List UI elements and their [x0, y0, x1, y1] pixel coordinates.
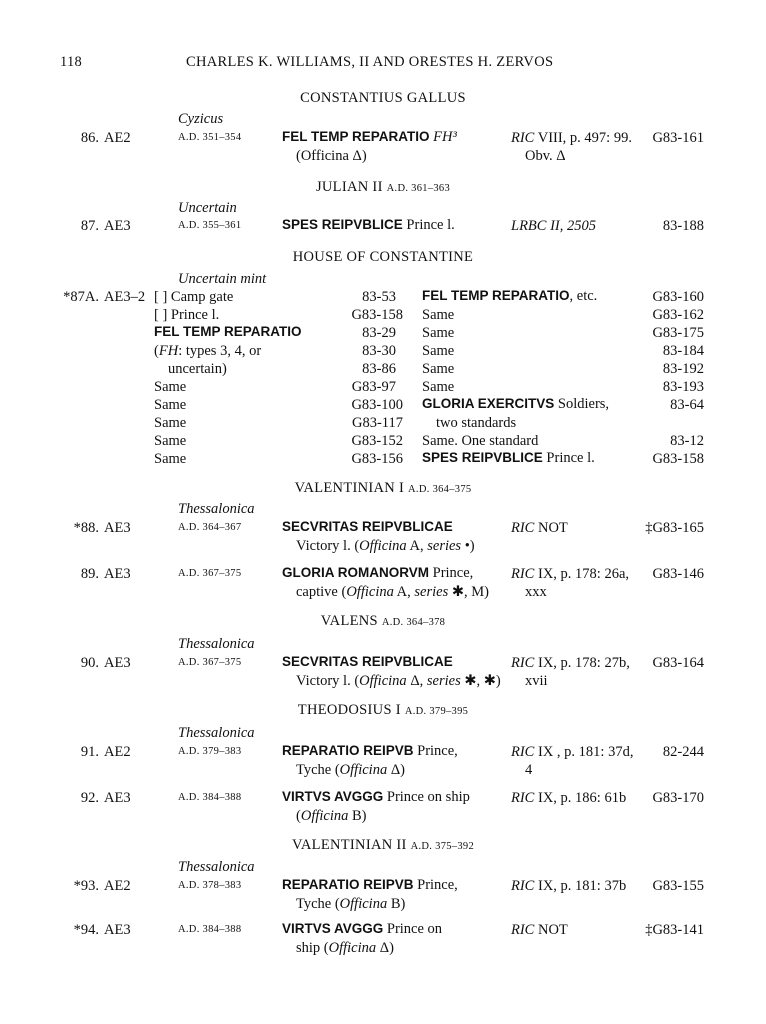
list-item-inv: G83-160 [652, 289, 704, 305]
reference: RIC VIII, p. 497: 99. [511, 130, 632, 146]
denomination: AE3 [104, 922, 131, 938]
legend-suffix: Prince, [417, 743, 458, 759]
list-item-desc: [ ] Prince l. [154, 307, 220, 323]
ruler-dates: A.D. 379–395 [404, 706, 469, 717]
date: A.D. 384–388 [178, 792, 242, 803]
ruler-name: JULIAN II [315, 179, 383, 195]
list-item-desc: Same [154, 433, 187, 449]
entry-number: *87A. [63, 289, 99, 305]
list-item-desc [422, 287, 597, 305]
mint-cyzicus: Cyzicus [178, 111, 224, 127]
legend-text: VIRTVS AVGGG [282, 921, 384, 936]
legend-text: REPARATIO REIPVB [282, 877, 414, 892]
reference: RIC IX, p. 181: 37b [511, 878, 627, 894]
ruler-name: VALENTINIAN I [294, 480, 405, 496]
legend-suffix: Prince, [432, 565, 474, 581]
mint-uncertain: Uncertain mint [178, 271, 267, 287]
list-item-desc: Same [422, 325, 455, 341]
entry-number: 87. [80, 218, 99, 234]
section-title-house: HOUSE OF CONSTANTINE [292, 249, 474, 265]
list-item-inv: 83-184 [662, 343, 704, 359]
description: Victory l. (Officina Δ, series ✱, ✱) [296, 673, 501, 689]
date: A.D. 364–367 [178, 522, 242, 533]
list-item-desc: Same [154, 397, 187, 413]
legend: SECVRITAS REIPVBLICAE [282, 654, 453, 669]
list-item-inv: 83-12 [670, 433, 704, 449]
list-item-inv: 83-86 [362, 361, 396, 377]
list-item-inv: 83-30 [362, 343, 396, 359]
reference-cont: xxx [525, 584, 547, 600]
denomination: AE3–2 [104, 289, 146, 305]
entry-number: 92. [80, 790, 99, 806]
denomination: AE2 [104, 130, 131, 146]
description: Victory l. (Officina A, series •) [296, 538, 475, 554]
section-title-julian [0, 178, 766, 198]
list-item-desc: uncertain) [168, 361, 227, 377]
denomination: AE3 [104, 566, 131, 582]
legend-text: FEL TEMP REPARATIO [422, 288, 570, 303]
legend-text: GLORIA EXERCITVS [422, 396, 555, 411]
list-item-desc: Same [154, 379, 187, 395]
entry-number: *93. [73, 878, 99, 894]
legend [282, 788, 470, 806]
list-item-desc: Same [422, 379, 455, 395]
entry-number: 90. [80, 655, 99, 671]
entry-number: 89. [80, 566, 99, 582]
date: A.D. 378–383 [178, 880, 242, 891]
list-item-desc: Same [154, 415, 187, 431]
reference: RIC IX, p. 178: 26a, [511, 566, 629, 582]
reference: RIC NOT [511, 520, 568, 536]
section-title-valentinian1 [0, 479, 766, 499]
ruler-name: VALENTINIAN II [292, 837, 407, 853]
legend-text: REPARATIO REIPVB [282, 743, 414, 758]
list-item-inv: 83-53 [362, 289, 396, 305]
list-item-inv: G83-175 [652, 325, 704, 341]
running-title: CHARLES K. WILLIAMS, II AND ORESTES H. ZERVOS [186, 54, 554, 70]
denomination: AE3 [104, 218, 131, 234]
inventory: G83-170 [652, 790, 704, 806]
description: Tyche (Officina Δ) [296, 762, 405, 778]
inventory: G83-146 [652, 566, 704, 582]
inventory: 83-188 [662, 218, 704, 234]
legend-suffix: Prince, [417, 877, 458, 893]
ruler-dates: A.D. 364–378 [381, 617, 446, 628]
reference-cont: Obv. Δ [525, 148, 566, 164]
section-title-valentinian2 [0, 836, 766, 856]
list-item-inv: 83-193 [662, 379, 704, 395]
mint-uncertain: Uncertain [178, 200, 237, 216]
date: A.D. 367–375 [178, 568, 242, 579]
reference-cont: xvii [525, 673, 548, 689]
list-item-desc: Same [422, 343, 455, 359]
reference-cont: 4 [525, 762, 533, 778]
list-item-inv: G83-156 [351, 451, 403, 467]
date: A.D. 355–361 [178, 220, 242, 231]
legend-text: SPES REIPVBLICE [282, 217, 403, 232]
list-item-desc: Same [422, 361, 455, 377]
ruler-name: VALENS [320, 613, 378, 629]
denomination: AE3 [104, 790, 131, 806]
ruler-dates: A.D. 375–392 [410, 841, 474, 852]
legend [282, 564, 473, 582]
legend [282, 128, 457, 146]
legend-text: FEL TEMP REPARATIO [282, 129, 430, 144]
description: Tyche (Officina B) [296, 896, 406, 912]
entry-number: 91. [80, 744, 99, 760]
list-item-inv: G83-162 [652, 307, 704, 323]
denomination: AE2 [104, 744, 131, 760]
date: A.D. 351–354 [178, 132, 242, 143]
list-item-desc [422, 449, 595, 467]
denomination: AE3 [104, 520, 131, 536]
section-title-constantius: CONSTANTIUS GALLUS [300, 90, 466, 106]
entry-number: *94. [73, 922, 99, 938]
legend-suffix: Prince on ship [386, 789, 470, 805]
list-item-inv: G83-158 [652, 451, 704, 467]
ruler-name: THEODOSIUS I [297, 702, 401, 718]
section-title-theodosius [0, 701, 766, 721]
ruler-dates: A.D. 361–363 [386, 183, 451, 194]
list-item-inv: 83-64 [670, 397, 704, 413]
reference: LRBC II, 2505 [511, 218, 596, 234]
legend-suffix: Prince on [386, 921, 443, 937]
list-item-inv: G83-117 [351, 415, 403, 431]
fh-rest: : types 3, 4, or [178, 343, 262, 359]
date: A.D. 367–375 [178, 657, 242, 668]
list-item-inv: G83-97 [351, 379, 396, 395]
list-item-inv: 83-192 [662, 361, 704, 377]
list-item-desc: [ ] Camp gate [154, 289, 234, 305]
list-item-inv: G83-152 [351, 433, 403, 449]
mint-thessalonica: Thessalonica [178, 725, 255, 741]
ruler-dates: A.D. 364–375 [408, 484, 472, 495]
entry-number: 86. [80, 130, 99, 146]
legend [282, 216, 455, 234]
date: A.D. 379–383 [178, 746, 242, 757]
list-item-desc: Same [154, 451, 187, 467]
legend-text: SPES REIPVBLICE [422, 450, 543, 465]
desc-text: Soldiers, [554, 396, 610, 412]
desc-text: Prince l. [542, 450, 595, 466]
inventory: G83-161 [652, 130, 704, 146]
legend: SECVRITAS REIPVBLICAE [282, 519, 453, 534]
inventory: G83-155 [652, 878, 704, 894]
page-number: 118 [60, 54, 83, 70]
list-item-inv: G83-158 [351, 307, 403, 323]
desc-text: , etc. [569, 288, 598, 304]
description: (Officina Δ) [296, 148, 367, 164]
list-item-desc: Same. One standard [422, 433, 539, 449]
list-item-desc: FEL TEMP REPARATIO [154, 324, 302, 339]
list-item-desc [422, 395, 609, 413]
list-item-inv: 83-29 [362, 325, 396, 341]
section-title-valens [0, 612, 766, 632]
list-item-inv: G83-100 [351, 397, 403, 413]
list-item-desc: two standards [436, 415, 517, 431]
inventory: ‡G83-141 [645, 922, 704, 938]
reference: RIC IX, p. 186: 61b [511, 790, 627, 806]
denomination: AE3 [104, 655, 131, 671]
description: (Officina B) [296, 808, 367, 824]
legend [282, 742, 458, 760]
mint-thessalonica: Thessalonica [178, 859, 255, 875]
legend-text: GLORIA ROMANORVM [282, 565, 429, 580]
list-item-desc: Same [422, 307, 455, 323]
legend-text: VIRTVS AVGGG [282, 789, 384, 804]
description: Prince l. [406, 217, 455, 233]
date: A.D. 384–388 [178, 924, 242, 935]
legend-suffix: FH³ [433, 129, 457, 145]
legend [282, 876, 458, 894]
reference: RIC IX , p. 181: 37d, [511, 744, 634, 760]
entry-number: *88. [73, 520, 99, 536]
legend [282, 920, 442, 938]
reference: RIC IX, p. 178: 27b, [511, 655, 630, 671]
inventory: 82-244 [662, 744, 704, 760]
list-item-desc: (FH: types 3, 4, or [154, 343, 262, 359]
denomination: AE2 [104, 878, 131, 894]
mint-thessalonica: Thessalonica [178, 501, 255, 517]
mint-thessalonica: Thessalonica [178, 636, 255, 652]
inventory: ‡G83-165 [645, 520, 704, 536]
reference: RIC NOT [511, 922, 568, 938]
description: ship (Officina Δ) [296, 940, 394, 956]
description: captive (Officina A, series ✱, M) [296, 584, 489, 600]
inventory: G83-164 [652, 655, 704, 671]
